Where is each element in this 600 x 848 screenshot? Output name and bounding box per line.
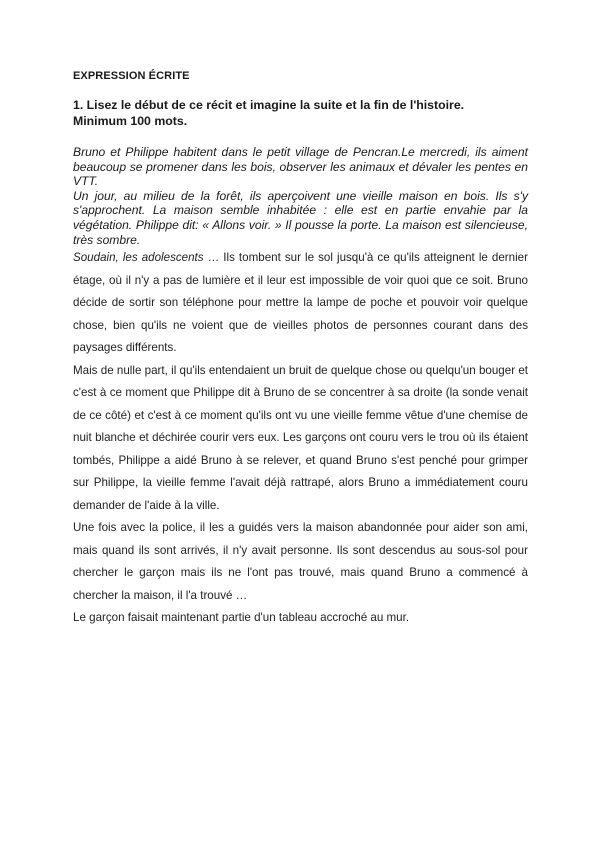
intro-paragraph: Un jour, au milieu de la forêt, ils aperçoivent une vieille maison en bois. Ils s'y s'approchent. La maison semble inhabitée : elle est en partie envahie par la végétation. Philippe dit: « Allons voir. » Il pousse la porte. La maison est silencieuse, très sombre. (73, 188, 528, 247)
section-heading: EXPRESSION ÉCRITE (73, 70, 190, 82)
story-paragraph: Une fois avec la police, il les a guidés vers la maison abandonnée pour aider son ami, mais quand ils sont arrivés, il n'y avait personne. Ils sont descendus au sous-sol pour chercher le garçon mais ils ne l'ont pas trouvé, mais quand Bruno a commencé à chercher la maison, il l'a trouvé … (73, 521, 528, 602)
story-paragraph (73, 247, 528, 360)
instruction-line: 1. Lisez le début de ce récit et imagine la suite et la fin de l'histoire. (73, 98, 465, 112)
intro-paragraph: Bruno et Philippe habitent dans le petit village de Pencran.Le mercredi, ils aiment beaucoup se promener dans les bois, observer les animaux et dévaler les pentes en VTT. (73, 145, 528, 189)
document-page (73, 70, 528, 630)
story-text: … Ils tombent sur le sol jusqu'à ce qu'ils atteignent le dernier étage, où il n'y a pas de lumière et il leur est impossible de voir quoi que ce soit. Bruno décide de sortir son téléphone pour mettre la lampe de poche et pouvoir voir quelque chose, bien qu'ils ne voient que de vieilles photos de personnes courant dans des paysages différents. (73, 251, 528, 355)
story-lead: Soudain, les adolescents (73, 251, 204, 265)
story-paragraph: Mais de nulle part, il qu'ils entendaient un bruit de quelque chose ou quelqu'un bouger et c'est à ce moment que Philippe dit à Bruno de se concentrer à sa droite (la sonde venait de ce côté) et c'est à ce moment qu'ils ont vu une vieille femme vêtue d'une chemise de nuit blanche et déchirée courir vers eux. Les garçons ont couru vers le trou où ils étaient tombés, Philippe a aidé Bruno à se relever, et quand Bruno s'est penché pour grimper sur Philippe, la vieille femme l'avait déjà rattrapé, alors Bruno a immédiatement couru demander de l'aide à la ville. (73, 363, 528, 512)
exercise-instruction (73, 97, 528, 129)
story-paragraph: Le garçon faisait maintenant partie d'un tableau accroché au mur. (73, 611, 410, 625)
story-continuation (73, 247, 528, 630)
instruction-minimum: Minimum 100 mots. (73, 114, 188, 128)
story-intro (73, 145, 528, 247)
